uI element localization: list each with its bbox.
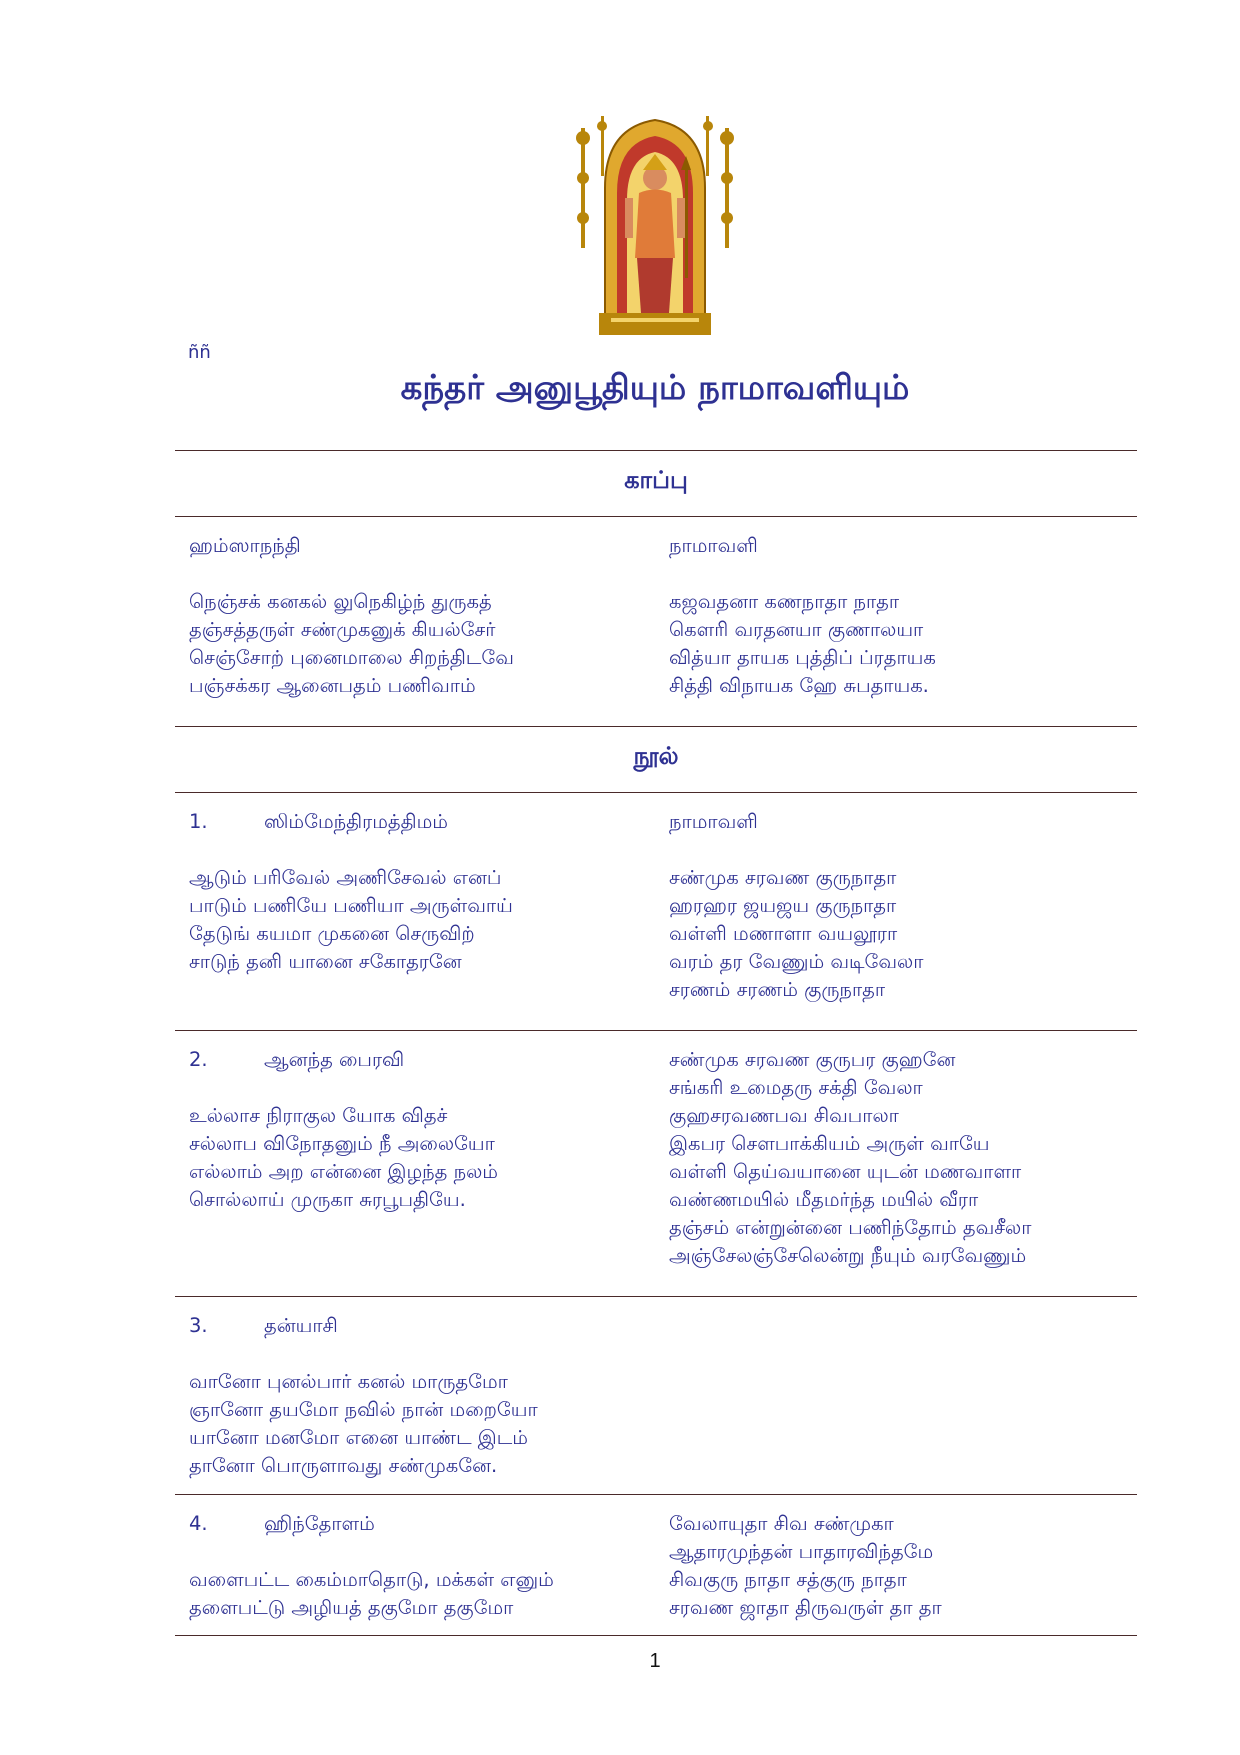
verse-line: சொல்லாய் முருகா சுரபூபதியே. (189, 1188, 466, 1211)
namavali-line: வள்ளி மணாளா வயலூரா (669, 922, 898, 945)
divider-rule (175, 450, 1137, 451)
namavali-line: சண்முக சரவண குருநாதா (669, 866, 897, 889)
namavali-line: இகபர சௌபாக்கியம் அருள் வாயே (669, 1132, 990, 1155)
verse-line: நெஞ்சக் கனகல் லுநெகிழ்ந் துருகத் (189, 590, 492, 613)
header-mark: ññ (188, 342, 211, 363)
raga-name: ஸிம்மேந்திரமத்திமம் (264, 810, 448, 833)
verse-4-block (189, 1510, 554, 1622)
verse-line: உல்லாச நிராகுல யோக விதச் (189, 1104, 448, 1127)
namavali-line: சிவகுரு நாதா சத்குரு நாதா (669, 1568, 907, 1591)
namavali-line: தஞ்சம் என்றுன்னை பணிந்தோம் தவசீலா (669, 1216, 1032, 1239)
divider-rule (175, 726, 1137, 727)
verse-1-block (189, 808, 513, 976)
kaappu-verse-block (189, 532, 514, 700)
verse-line: வளைபட்ட கைம்மாதொடு, மக்கள் எனும் (189, 1568, 554, 1591)
verse-number: 1. (189, 810, 208, 833)
raga-name: ஆனந்த பைரவி (264, 1048, 405, 1071)
namavali-heading: நாமாவளி (669, 534, 758, 557)
verse-line: தானோ பொருளாவது சண்முகனே. (189, 1454, 498, 1477)
divider-rule (175, 516, 1137, 517)
namavali-line: சித்தி விநாயக ஹே சுபதாயக. (669, 674, 929, 697)
namavali-line: சரணம் சரணம் குருநாதா (669, 978, 886, 1001)
verse-line: எல்லாம் அற என்னை இழந்த நலம் (189, 1160, 498, 1183)
divider-rule (175, 1635, 1137, 1636)
namavali-line: சரவண ஜாதா திருவருள் தா தா (669, 1596, 942, 1619)
namavali-line: சண்முக சரவண குருபர குஹனே (669, 1048, 956, 1071)
verse-line: ஆடும் பரிவேல் அணிசேவல் எனப் (189, 866, 502, 889)
verse-number: 4. (189, 1512, 208, 1535)
verse-line: யானோ மனமோ எனை யாண்ட இடம் (189, 1426, 528, 1449)
page-number: 1 (649, 1650, 661, 1672)
verse-3-block (189, 1312, 538, 1480)
raga-name: ஹிந்தோளம் (264, 1512, 375, 1535)
section-heading-nool: நூல் (633, 742, 679, 770)
namavali-line: ஹரஹர ஜயஜய குருநாதா (669, 894, 897, 917)
namavali-line: வள்ளி தெய்வயானை யுடன் மணவாளா (669, 1160, 1022, 1183)
verse-line: ஞானோ தயமோ நவில் நான் மறையோ (189, 1398, 538, 1421)
verse-number: 2. (189, 1048, 208, 1071)
kaappu-namavali-block (669, 532, 936, 700)
raga-name: தன்யாசி (264, 1314, 338, 1337)
verse-line: சாடுந் தனி யானை சகோதரனே (189, 950, 462, 973)
page-title: கந்தர் அனுபூதியும் நாமாவளியும் (400, 368, 910, 408)
divider-rule (175, 1030, 1137, 1031)
verse-1-namavali-block (669, 808, 923, 1004)
namavali-line: அஞ்சேலஞ்சேலென்று நீயும் வரவேணும் (669, 1244, 1027, 1267)
divider-rule (175, 1296, 1137, 1297)
verse-line: தஞ்சத்தருள் சண்முகனுக் கியல்சேர் (189, 618, 496, 641)
namavali-line: குஹசரவணபவ சிவபாலா (669, 1104, 899, 1127)
namavali-line: கஜவதனா கணநாதா நாதா (669, 590, 900, 613)
verse-line: வானோ புனல்பார் கனல் மாருதமோ (189, 1370, 508, 1393)
namavali-line: கௌரி வரதனயா குணாலயா (669, 618, 924, 641)
verse-line: தளைபட்டு அழியத் தகுமோ தகுமோ (189, 1596, 514, 1619)
verse-2-namavali-block (669, 1046, 1031, 1270)
verse-4-namavali-block (669, 1510, 942, 1622)
namavali-line: சங்கரி உமைதரு சக்தி வேலா (669, 1076, 923, 1099)
verse-line: செஞ்சோற் புனைமாலை சிறந்திடவே (189, 646, 514, 669)
namavali-line: வரம் தர வேணும் வடிவேலா (669, 950, 924, 973)
divider-rule (175, 792, 1137, 793)
namavali-line: வித்யா தாயக புத்திப் ப்ரதாயக (669, 646, 936, 669)
section-heading-kaappu: காப்பு (624, 466, 688, 494)
verse-number: 3. (189, 1314, 208, 1337)
namavali-heading: நாமாவளி (669, 810, 758, 833)
namavali-line: வண்ணமயில் மீதமர்ந்த மயில் வீரா (669, 1188, 979, 1211)
divider-rule (175, 1494, 1137, 1495)
verse-line: பாடும் பணியே பணியா அருள்வாய் (189, 894, 513, 917)
verse-line: சல்லாப விநோதனும் நீ அலையோ (189, 1132, 495, 1155)
raga-name: ஹம்ஸாநந்தி (189, 534, 301, 557)
verse-line: பஞ்சக்கர ஆனைபதம் பணிவாம் (189, 674, 476, 697)
verse-line: தேடுங் கயமா முகனை செருவிற் (189, 922, 475, 945)
murugan-deity-image (575, 108, 735, 338)
verse-2-block (189, 1046, 498, 1214)
namavali-line: ஆதாரமுந்தன் பாதாரவிந்தமே (669, 1540, 934, 1563)
namavali-line: வேலாயுதா சிவ சண்முகா (669, 1512, 894, 1535)
